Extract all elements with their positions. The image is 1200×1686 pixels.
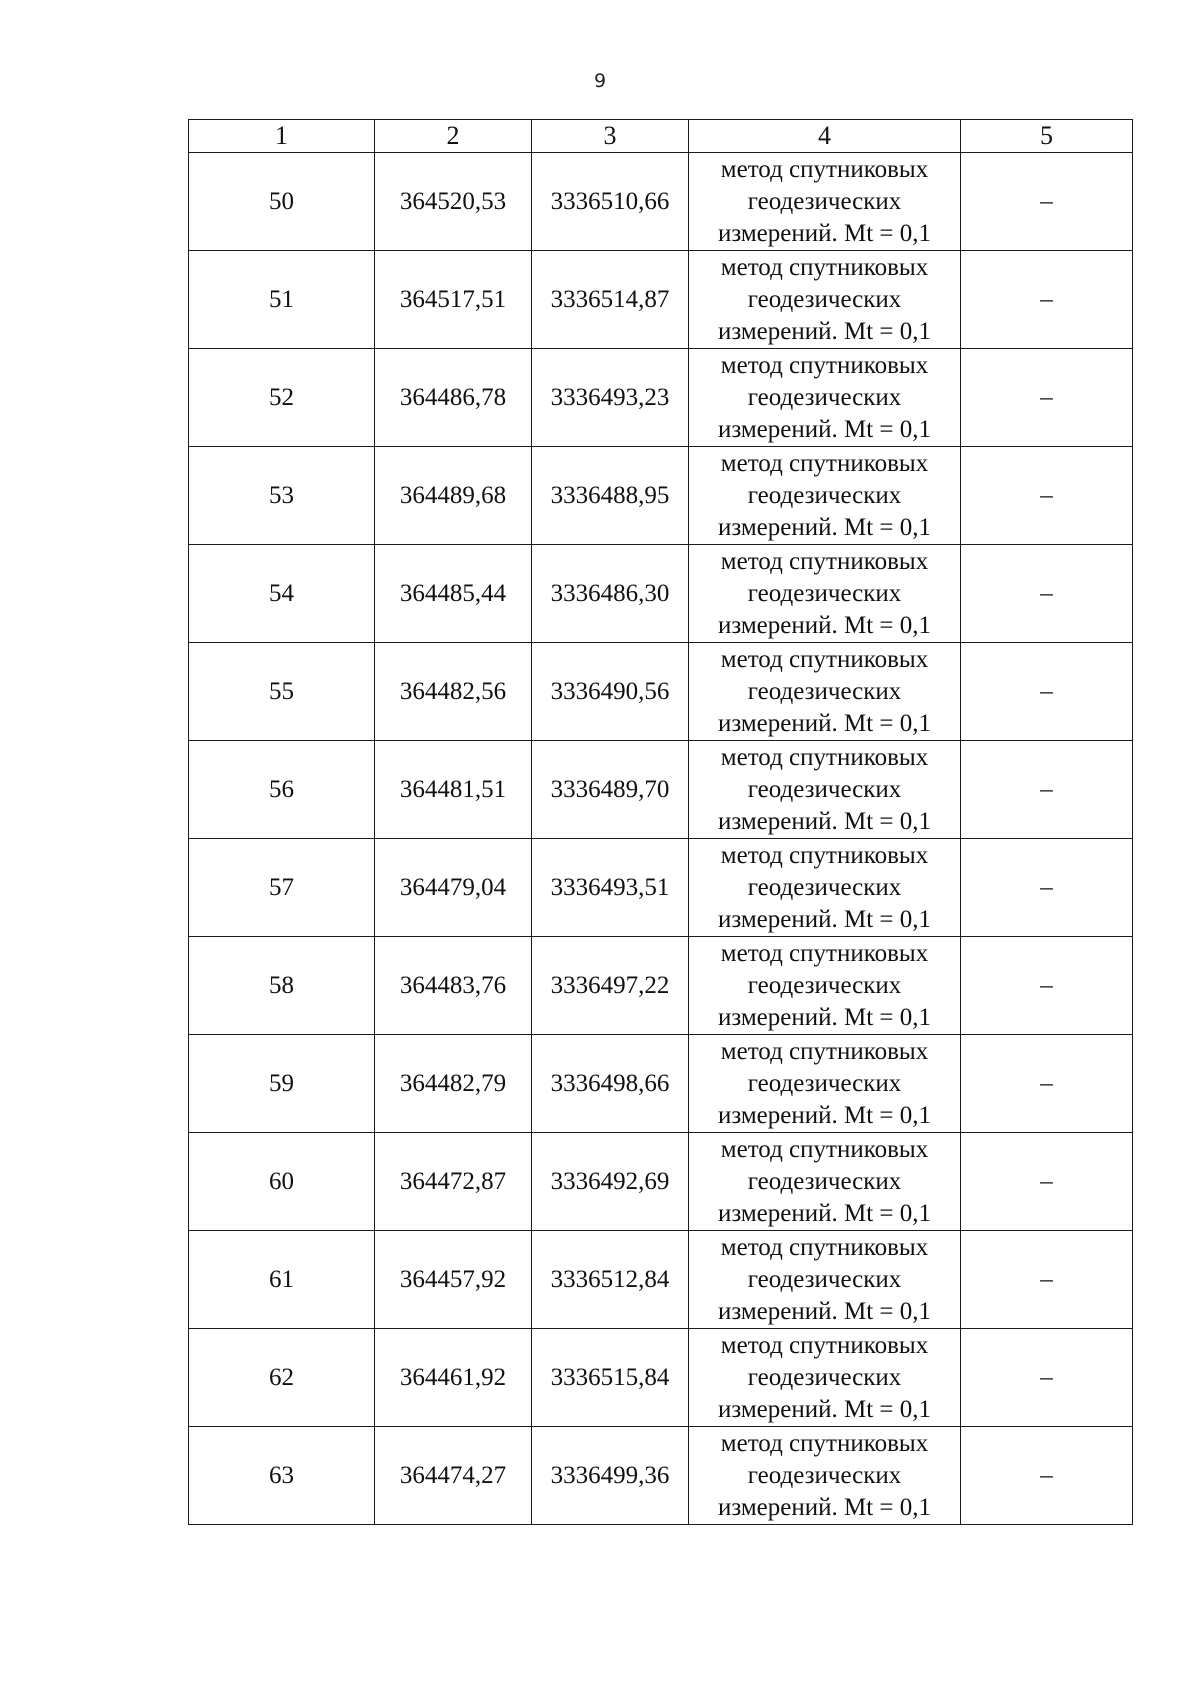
point-number-cell: 55: [189, 643, 375, 741]
column-header-1: 1: [189, 120, 375, 153]
note-cell: –: [961, 643, 1133, 741]
coordinate-y-cell: 3336489,70: [532, 741, 689, 839]
method-cell: метод спутниковых геодезических измерений. Mt = 0,1: [689, 1035, 961, 1133]
point-number-cell: 60: [189, 1133, 375, 1231]
note-cell: –: [961, 1035, 1133, 1133]
point-number-cell: 53: [189, 447, 375, 545]
method-cell: метод спутниковых геодезических измерений. Mt = 0,1: [689, 643, 961, 741]
table-row: [189, 741, 1133, 839]
method-cell: метод спутниковых геодезических измерений. Mt = 0,1: [689, 839, 961, 937]
note-cell: –: [961, 251, 1133, 349]
method-cell: метод спутниковых геодезических измерений. Mt = 0,1: [689, 1231, 961, 1329]
note-cell: –: [961, 1133, 1133, 1231]
table-row: [189, 1133, 1133, 1231]
method-cell: метод спутниковых геодезических измерений. Mt = 0,1: [689, 1427, 961, 1525]
coordinate-x-cell: 364483,76: [375, 937, 532, 1035]
method-cell: метод спутниковых геодезических измерений. Mt = 0,1: [689, 741, 961, 839]
method-cell: метод спутниковых геодезических измерений. Mt = 0,1: [689, 153, 961, 251]
note-cell: –: [961, 937, 1133, 1035]
method-cell: метод спутниковых геодезических измерений. Mt = 0,1: [689, 937, 961, 1035]
note-cell: –: [961, 153, 1133, 251]
table-row: [189, 251, 1133, 349]
point-number-cell: 57: [189, 839, 375, 937]
coordinate-x-cell: 364474,27: [375, 1427, 532, 1525]
table-header: [189, 120, 1133, 153]
table-row: [189, 937, 1133, 1035]
header-row: [189, 120, 1133, 153]
page-number: 9: [593, 70, 607, 92]
table-row: [189, 545, 1133, 643]
point-number-cell: 56: [189, 741, 375, 839]
table-row: [189, 643, 1133, 741]
coordinate-y-cell: 3336515,84: [532, 1329, 689, 1427]
point-number-cell: 52: [189, 349, 375, 447]
coordinate-y-cell: 3336492,69: [532, 1133, 689, 1231]
coordinate-y-cell: 3336512,84: [532, 1231, 689, 1329]
point-number-cell: 50: [189, 153, 375, 251]
table-row: [189, 1329, 1133, 1427]
coordinate-y-cell: 3336488,95: [532, 447, 689, 545]
method-cell: метод спутниковых геодезических измерений. Mt = 0,1: [689, 545, 961, 643]
note-cell: –: [961, 1231, 1133, 1329]
coordinate-x-cell: 364481,51: [375, 741, 532, 839]
table-row: [189, 1035, 1133, 1133]
coordinate-x-cell: 364485,44: [375, 545, 532, 643]
coordinate-x-cell: 364482,79: [375, 1035, 532, 1133]
method-cell: метод спутниковых геодезических измерений. Mt = 0,1: [689, 251, 961, 349]
table-row: [189, 447, 1133, 545]
coordinate-x-cell: 364472,87: [375, 1133, 532, 1231]
point-number-cell: 54: [189, 545, 375, 643]
coordinate-y-cell: 3336493,51: [532, 839, 689, 937]
point-number-cell: 62: [189, 1329, 375, 1427]
coordinate-y-cell: 3336486,30: [532, 545, 689, 643]
coordinate-x-cell: 364479,04: [375, 839, 532, 937]
coordinate-x-cell: 364486,78: [375, 349, 532, 447]
coordinate-x-cell: 364517,51: [375, 251, 532, 349]
coordinate-y-cell: 3336493,23: [532, 349, 689, 447]
point-number-cell: 61: [189, 1231, 375, 1329]
coordinate-y-cell: 3336510,66: [532, 153, 689, 251]
column-header-3: 3: [532, 120, 689, 153]
coordinate-y-cell: 3336514,87: [532, 251, 689, 349]
note-cell: –: [961, 1427, 1133, 1525]
method-cell: метод спутниковых геодезических измерений. Mt = 0,1: [689, 1329, 961, 1427]
column-header-2: 2: [375, 120, 532, 153]
table-body: [189, 153, 1133, 1525]
coordinates-table: [188, 119, 1133, 1525]
point-number-cell: 51: [189, 251, 375, 349]
coordinate-x-cell: 364457,92: [375, 1231, 532, 1329]
coordinate-y-cell: 3336490,56: [532, 643, 689, 741]
coordinate-x-cell: 364489,68: [375, 447, 532, 545]
note-cell: –: [961, 349, 1133, 447]
column-header-5: 5: [961, 120, 1133, 153]
table-row: [189, 349, 1133, 447]
coordinate-x-cell: 364520,53: [375, 153, 532, 251]
table-row: [189, 1427, 1133, 1525]
coordinate-y-cell: 3336499,36: [532, 1427, 689, 1525]
method-cell: метод спутниковых геодезических измерений. Mt = 0,1: [689, 447, 961, 545]
table-row: [189, 839, 1133, 937]
coordinate-x-cell: 364461,92: [375, 1329, 532, 1427]
coordinate-y-cell: 3336498,66: [532, 1035, 689, 1133]
method-cell: метод спутниковых геодезических измерений. Mt = 0,1: [689, 1133, 961, 1231]
note-cell: –: [961, 839, 1133, 937]
note-cell: –: [961, 741, 1133, 839]
note-cell: –: [961, 545, 1133, 643]
point-number-cell: 58: [189, 937, 375, 1035]
point-number-cell: 63: [189, 1427, 375, 1525]
method-cell: метод спутниковых геодезических измерений. Mt = 0,1: [689, 349, 961, 447]
table-row: [189, 1231, 1133, 1329]
coordinate-y-cell: 3336497,22: [532, 937, 689, 1035]
column-header-4: 4: [689, 120, 961, 153]
table-row: [189, 153, 1133, 251]
point-number-cell: 59: [189, 1035, 375, 1133]
coordinate-x-cell: 364482,56: [375, 643, 532, 741]
note-cell: –: [961, 1329, 1133, 1427]
note-cell: –: [961, 447, 1133, 545]
